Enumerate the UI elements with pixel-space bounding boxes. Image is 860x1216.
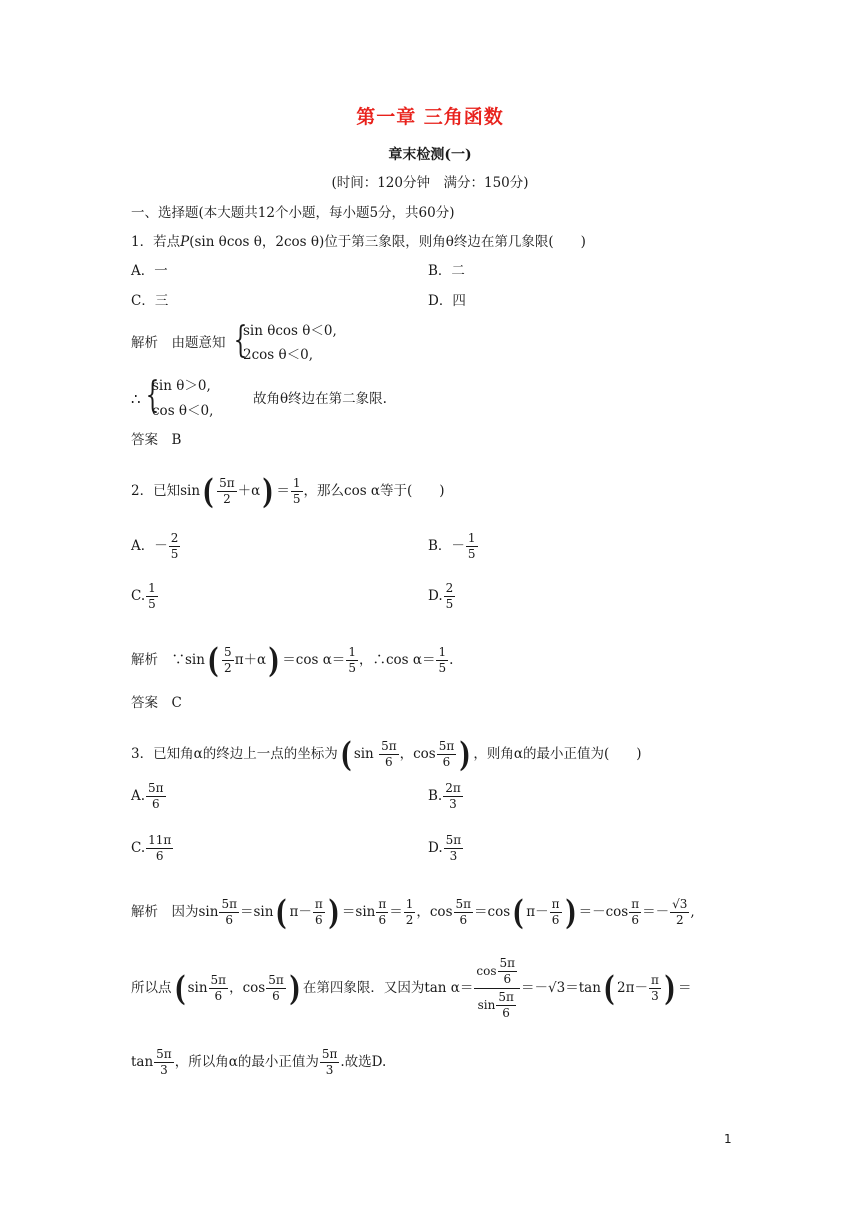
q3-analysis-line-1: 解析 因为sin $\frac{5\pi}{6}$ ＝sin( π－ $\frac{\pi}{6}$ ) ＝sin $\frac{\pi}{6}$ ＝ $\frac{1}{2}$ ，cos $\frac{5\pi}{6}$ ＝cos( π－ $\frac{\pi}{6}$ ) ＝－cos $\frac{\pi}{6}$ ＝－ $\frac{√3}{2}$ ,: [131, 892, 695, 933]
fraction: $\frac{\pi}{6}$: [551, 897, 560, 927]
q3-analysis-line-3: tan $\frac{5\pi}{3}$ ，所以角α的最小正值为 $\frac{5\pi}{3}$ .故选D.: [131, 1047, 387, 1077]
fraction: $\frac{5\pi}{3}$: [321, 1047, 338, 1077]
q3-analysis-line-2: 所以点( sin $\frac{5\pi}{6}$ ，cos $\frac{5\pi}{6}$ ) 在第四象限．又因为tan α＝ cos $\frac{5\pi}{6}$ sin $\frac{5\pi}{6}$ ＝－√3＝tan( 2π－ $\frac{\pi}{3}$ ) ＝: [131, 956, 692, 1020]
q2-an-therefore: ，∴cos α＝: [358, 652, 436, 668]
test-subtitle: 章末检测(一): [388, 147, 472, 163]
fraction: $\frac{5\pi}{2}$: [219, 476, 235, 506]
fraction: $\frac{\pi}{6}$: [378, 897, 387, 927]
fraction: $\frac{5\pi}{3}$: [445, 833, 462, 863]
left-paren: (: [603, 968, 615, 1009]
q3-option-d: D. $\frac{5\pi}{3}$: [428, 833, 462, 863]
fraction: $\frac{5\pi}{6}$: [221, 897, 237, 927]
period: .: [449, 652, 454, 668]
q1-option-c: C．三: [131, 293, 169, 309]
fraction: $\frac{11\pi}{6}$: [148, 833, 172, 863]
q2-an-arg: π＋α: [234, 652, 267, 668]
q1-option-a: A．一: [131, 263, 168, 279]
q1-option-d: D．四: [428, 293, 466, 309]
fraction: $\frac{5\pi}{6}$: [499, 956, 516, 986]
fraction: $\frac{\pi}{3}$: [650, 973, 659, 1003]
fraction: $\frac{5\pi}{3}$: [156, 1047, 172, 1077]
q2-option-c: C. $\frac{1}{5}$: [131, 581, 156, 611]
therefore-symbol: ∴: [131, 390, 141, 408]
fraction: $\frac{5\pi}{6}$: [455, 897, 472, 927]
left-paren: (: [512, 892, 524, 933]
q2-prefix: 2．已知sin: [131, 483, 201, 499]
q2-option-a: A．－ $\frac{2}{5}$: [131, 531, 179, 561]
question-3: [131, 732, 642, 776]
q1-suffix: 位于第三象限，则角θ终边在第几象限( ): [324, 234, 586, 250]
q1-condition-4: cos θ＜0,: [152, 403, 214, 419]
analysis-label: 解析: [131, 904, 158, 920]
sin: sin: [353, 746, 374, 762]
chapter-title: 第一章 三角函数: [356, 106, 504, 128]
fraction: $\frac{5\pi}{6}$: [381, 739, 397, 769]
fraction: $\frac{1}{5}$: [148, 581, 156, 611]
right-paren: ): [289, 968, 301, 1009]
q3-option-b: B. $\frac{2\pi}{3}$: [428, 781, 461, 811]
q3-option-a: A. $\frac{5\pi}{6}$: [131, 781, 164, 811]
left-paren: (: [207, 640, 219, 681]
q1-conclusion: 故角θ终边在第二象限.: [253, 391, 387, 407]
q2-option-d: D. $\frac{2}{5}$: [428, 581, 454, 611]
analysis-label: 解析: [131, 652, 158, 668]
fraction: $\frac{5\pi}{6}$: [210, 973, 227, 1003]
fraction: $\frac{1}{2}$: [405, 897, 414, 927]
q3-option-c: C. $\frac{11\pi}{6}$: [131, 833, 172, 863]
right-paren: ): [459, 734, 471, 775]
q2-analysis: [131, 638, 453, 682]
page-number: 1: [724, 1132, 732, 1146]
fraction: $\frac{2}{5}$: [170, 531, 179, 561]
q2-arg-plus: ＋α: [237, 483, 261, 499]
fraction: $\frac{√3}{2}$: [672, 897, 688, 927]
fraction: $\frac{\pi}{6}$: [631, 897, 640, 927]
q1-prefix: 1．若点: [131, 234, 181, 250]
q3-suffix: ，则角α的最小正值为( ): [473, 746, 642, 762]
fraction: $\frac{\pi}{6}$: [314, 897, 323, 927]
q1-point-name: P: [180, 234, 190, 250]
q2-option-b: B．－ $\frac{1}{5}$: [428, 531, 476, 561]
q1-answer: 答案 B: [131, 432, 182, 448]
question-2: [131, 470, 445, 512]
q1-analysis: [131, 334, 226, 352]
equals: ＝: [276, 483, 290, 499]
q1-point: (sin θcos θ，2cos θ): [189, 234, 325, 250]
fraction: $\frac{5\pi}{6}$: [498, 990, 514, 1020]
fraction: $\frac{5\pi}{6}$: [438, 739, 455, 769]
section-heading: 一、选择题(本大题共12个小题，每小题5分，共60分): [131, 205, 455, 221]
cos: ，cos: [399, 746, 436, 762]
q1-option-b: B．二: [428, 263, 465, 279]
analysis-label: 解析: [131, 335, 158, 351]
q2-because: ∵sin: [171, 652, 205, 668]
fraction: $\frac{2\pi}{3}$: [445, 781, 461, 811]
fraction: $\frac{5}{2}$: [224, 645, 232, 675]
right-paren: ): [262, 471, 274, 512]
q2-an-mid: ＝cos α＝: [282, 652, 346, 668]
left-paren: (: [340, 734, 352, 775]
q2-suffix: ，那么cos α等于( ): [303, 483, 445, 499]
fraction: $\frac{2}{5}$: [445, 581, 454, 611]
fraction: $\frac{1}{5}$: [467, 531, 476, 561]
left-paren: (: [275, 892, 288, 933]
right-paren: ): [268, 640, 280, 681]
q1-condition-1: sin θcos θ＜0,: [243, 323, 337, 339]
right-paren: ): [328, 892, 340, 933]
fraction: $\frac{5\pi}{6}$: [268, 973, 284, 1003]
left-brace: {: [145, 375, 160, 416]
left-paren: (: [173, 968, 186, 1009]
left-brace: {: [233, 320, 248, 361]
time-score-info: (时间：120分钟 满分：150分): [331, 175, 529, 191]
question-1: [131, 233, 586, 251]
compound-fraction: cos $\frac{5\pi}{6}$ sin $\frac{5\pi}{6}$: [474, 957, 520, 1020]
q3-prefix: 3．已知角α的终边上一点的坐标为: [131, 746, 338, 762]
q1-condition-2: 2cos θ＜0,: [243, 347, 314, 363]
q1-condition-3: sin θ＞0,: [152, 378, 211, 394]
q1-analysis-text: 由题意知: [171, 335, 226, 351]
q2-answer: 答案 C: [131, 695, 182, 711]
fraction: $\frac{1}{5}$: [438, 645, 447, 675]
fraction: $\frac{1}{5}$: [292, 476, 301, 506]
fraction: $\frac{5\pi}{6}$: [148, 781, 164, 811]
right-paren: ): [564, 892, 577, 933]
fraction: $\frac{1}{5}$: [348, 645, 356, 675]
right-paren: ): [664, 968, 676, 1009]
left-paren: (: [202, 471, 214, 512]
